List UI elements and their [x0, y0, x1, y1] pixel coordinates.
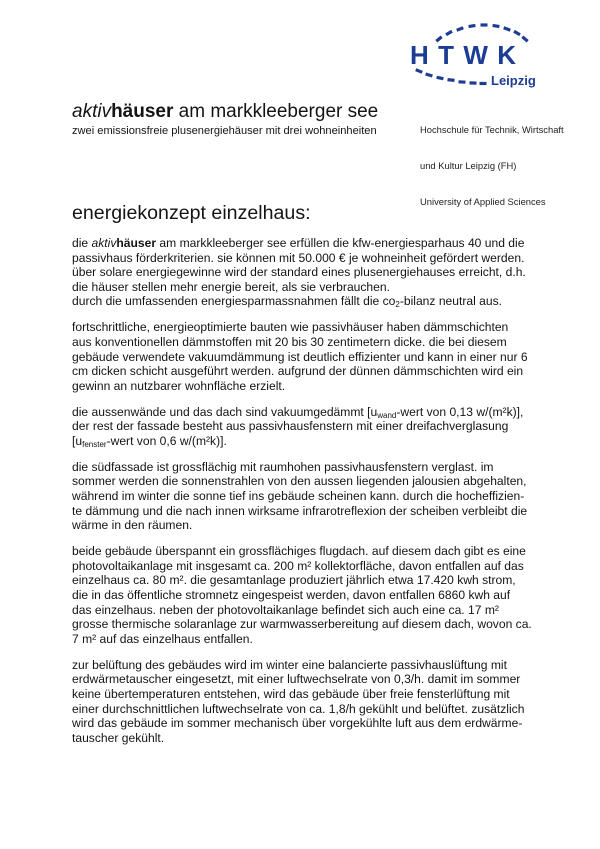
logo-dash [426, 74, 433, 76]
project-subtitle: zwei emissionsfreie plusenergiehäuser mit drei wohneinheiten [72, 125, 377, 137]
text-line: cm dicken schicht ausgeführt werden. aufgrund der dünnen dämmschichten wird ein [72, 364, 524, 379]
text-segment: durch die umfassenden energiesparmassnahmen fällt die co [72, 294, 396, 309]
text-segment: -wert von 0,6 w/(m²k)]. [106, 433, 227, 448]
document-header [72, 101, 378, 138]
logo-dash [457, 28, 464, 30]
subscript-text: fenster [82, 439, 107, 449]
logo-dash-arc-bottom [416, 70, 487, 84]
text-line: der rest der fassade besteht aus passivhausfenstern mit einer dreifachverglasung [72, 419, 509, 434]
institution-line: und Kultur Leipzig (FH) [420, 160, 517, 171]
text-line [72, 405, 532, 420]
text-line: keine übertemperaturen entstehen, wird das gebäude über freie fensterlüftung mit [72, 686, 510, 701]
text-line: sommer werden die sonnenstrahlen von den aussen liegenden jalousien abgehalten, [72, 474, 527, 489]
logo-dash [416, 70, 423, 73]
project-title-bold: häuser [111, 101, 174, 122]
text-line: grosse thermische solaranlage zur warmwasserbereitung auf diesem dach, wovon ca. [72, 617, 532, 632]
text-segment: die [72, 236, 92, 250]
text-line [72, 236, 532, 251]
htwk-logo [405, 20, 545, 95]
project-title [72, 101, 378, 123]
logo-letters: HTWK [410, 40, 516, 70]
project-title-rest: am markkleeberger see [173, 101, 379, 122]
bold-text: häuser [116, 236, 157, 250]
text-segment: die aussenwände und das dach sind vakuumgedämmt [u [72, 404, 378, 419]
text-line: aus konventionellen dämmstoffen mit 20 bis 30 zentimetern dicke. die bei diesem [72, 334, 507, 349]
text-line: über solare energiegewinne wird der standard eines plusenergiehauses erreicht, d.h. [72, 265, 526, 280]
subscript-text: wand [377, 410, 397, 420]
text-line: wird das gebäude im sommer mechanisch über vorgekühlte luft aus dem erdwärme- [72, 716, 523, 731]
text-line: die häuser stellen mehr energie bereit, als sie verbrauchen. [72, 279, 390, 294]
text-line: die südfassade ist grossflächig mit raumhohen passivhausfenstern verglast. im [72, 459, 494, 474]
logo-dash [469, 25, 476, 26]
section-heading: energiekonzept einzelhaus: [72, 202, 311, 224]
paragraph [72, 320, 532, 393]
paragraph [72, 236, 532, 309]
text-segment: -wert von 0,13 w/(m²k)], [396, 404, 524, 419]
logo-dash [448, 80, 455, 81]
text-line [72, 294, 532, 309]
logo-dash [514, 31, 520, 35]
text-line: fortschrittliche, energieoptimierte bauten wie passivhäuser haben dämmschichten [72, 320, 509, 335]
text-line [72, 434, 532, 449]
logo-city: Leipzig [491, 73, 536, 88]
project-title-italic: aktiv [72, 101, 112, 122]
text-segment: -bilanz neutral aus. [399, 294, 503, 309]
text-line: das einzelhaus. neben der photovoltaikanlage befindet sich auch eine ca. 17 m² [72, 602, 499, 617]
institution-line: Hochschule für Technik, Wirtschaft [420, 124, 564, 135]
text-segment: am markkleeberger see erfüllen die kfw-energiesparhaus 40 und die [156, 236, 525, 250]
italic-text: aktiv [91, 236, 117, 250]
text-line: gewinn an nutzbarer wohnfläche erzielt. [72, 378, 286, 393]
text-line: einzelhaus ca. 80 m². die gesamtanlage produziert jährlich etwa 17.420 kwh strom, [72, 573, 516, 588]
text-line: erdwärmetauscher eingesetzt, mit einer luftwechselrate von 0,3/h. damit im sommer [72, 672, 521, 687]
text-segment: [u [72, 433, 83, 448]
logo-dash [522, 37, 527, 41]
body-text [72, 236, 532, 757]
institution-name [420, 100, 564, 220]
text-line: wärme in den räumen. [72, 518, 193, 533]
text-line: 7 m² auf das einzelhaus entfallen. [72, 631, 253, 646]
text-line: te dämmung und die nach innen wirksame infrarotreflexion der scheiben verbleibt die [72, 503, 528, 518]
paragraph [72, 460, 532, 533]
logo-dash [504, 28, 511, 30]
subscript-text: 2 [395, 300, 400, 310]
text-line: zur belüftung des gebäudes wird im winter eine balancierte passivhauslüftung mit [72, 657, 507, 672]
logo-dash [437, 77, 444, 78]
text-line: photovoltaikanlage mit insgesamt ca. 200 m² kollektorfläche, davon entfallen auf das [72, 558, 524, 573]
logo-dash [446, 31, 452, 35]
paragraph [72, 658, 532, 746]
logo-dash-arc-top [436, 25, 527, 41]
text-line: tauscher gekühlt. [72, 730, 165, 745]
paragraph [72, 544, 532, 646]
logo-dash [493, 25, 500, 26]
text-line: während im winter die sonne tief ins gebäude scheinen kann. durch die hocheffizien- [72, 489, 525, 504]
text-line: gebäude verwendete vakuumdämmung ist deutlich effizienter und kann in einer nur 6 [72, 349, 528, 364]
institution-line: University of Applied Sciences [420, 196, 546, 207]
text-line: beide gebäude überspannt ein grossflächiges flugdach. auf diesem dach gibt es eine [72, 544, 526, 559]
paragraph [72, 405, 532, 449]
text-line: einer durchschnittlichen luftwechselrate von ca. 1,8/h gekühlt und belüftet. zusätzlich [72, 701, 525, 716]
text-line: passivhaus förderkriterien. sie können mit 50.000 € je wohneinheit gefördert werden. [72, 250, 525, 265]
text-line: die in das öffentliche stromnetz eingespeist werden, davon entfallen 6860 kwh auf [72, 588, 511, 603]
